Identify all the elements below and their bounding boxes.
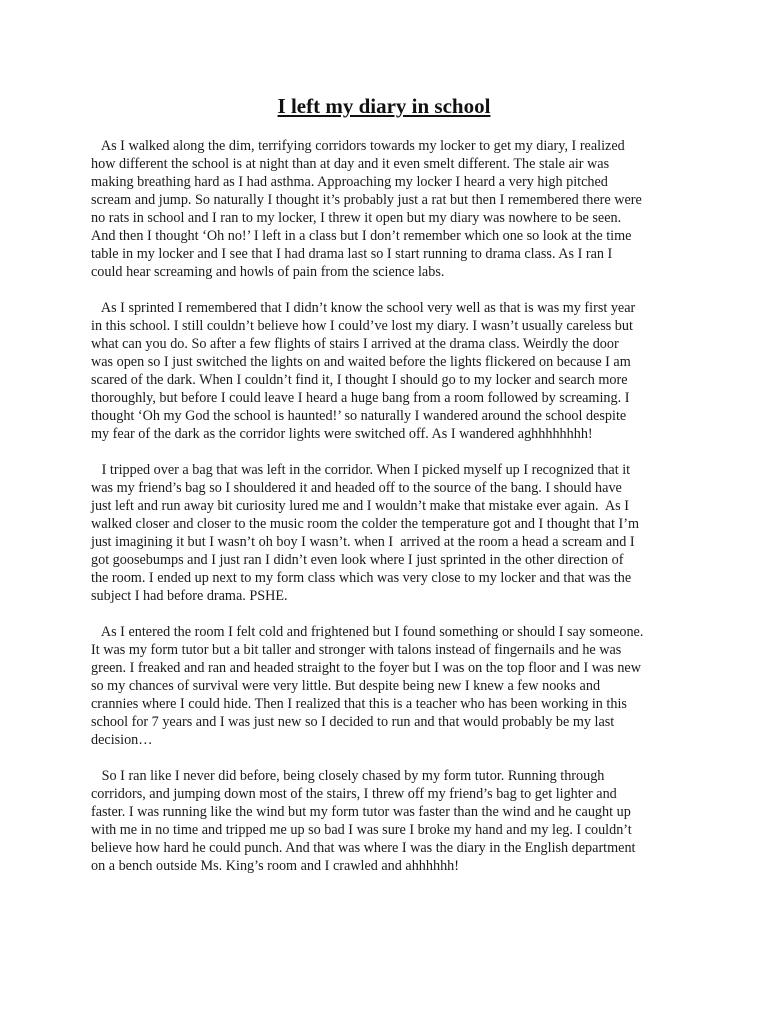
text-line: was open so I just switched the lights on and waited before the lights flickered on because I am [91,354,631,370]
text-line: I tripped over a bag that was left in the corridor. When I picked myself up I recognized that it [91,462,631,478]
text-line: crannies where I could hide. Then I realized that this is a teacher who has been working in this [91,696,627,712]
text-line: It was my form tutor but a bit taller and stronger with talons instead of fingernails and he was [91,642,622,658]
document-title [0,94,768,118]
text-line: what can you do. So after a few flights of stairs I arrived at the drama class. Weirdly the door [91,336,619,352]
text-line: As I sprinted I remembered that I didn’t know the school very well as that is was my first year [91,300,636,316]
text-line: my fear of the dark as the corridor lights were switched off. As I wandered aghhhhhhhh! [91,426,593,442]
document-body [91,137,681,893]
text-line: no rats in school and I ran to my locker, I threw it open but my diary was nowhere to be seen. [91,210,622,226]
text-line: so my chances of survival were very little. But despite being new I knew a few nooks and [91,678,601,694]
text-line: just left and run away bit curiosity lured me and I wouldn’t make that mistake ever again. As I [91,498,629,514]
text-line: green. I freaked and ran and headed straight to the foyer but I was on the top floor and I was new [91,660,641,676]
text-line: with me in no time and tripped me up so bad I was sure I broke my hand and my leg. I couldn’t [91,822,632,838]
text-line: believe how hard he could punch. And that was where I was the diary in the English department [91,840,636,856]
text-line: So I ran like I never did before, being closely chased by my form tutor. Running through [91,768,605,784]
text-line: table in my locker and I see that I had drama last so I start running to drama class. As I ran I [91,246,613,262]
paragraph-3 [91,461,681,605]
text-line: scream and jump. So naturally I thought it’s probably just a rat but then I remembered there were [91,192,642,208]
paragraph-2 [91,299,681,443]
paragraph-4 [91,623,681,749]
text-line: making breathing hard as I had asthma. Approaching my locker I heard a very high pitched [91,174,608,190]
text-line: was my friend’s bag so I shouldered it and headed off to the source of the bang. I should have [91,480,622,496]
text-line: scared of the dark. When I couldn’t find it, I thought I should go to my locker and search more [91,372,628,388]
text-line: school for 7 years and I was just new so I decided to run and that would probably be my last [91,714,615,730]
text-line: decision… [91,732,153,748]
paragraph-1 [91,137,681,281]
text-line: faster. I was running like the wind but my form tutor was faster than the wind and he caught up [91,804,631,820]
text-line: As I entered the room I felt cold and frightened but I found something or should I say someone. [91,624,644,640]
text-line: thoroughly, but before I could leave I heard a huge bang from a room followed by screaming. I [91,390,630,406]
text-line: thought ‘Oh my God the school is haunted!’ so naturally I wandered around the school despite [91,408,627,424]
text-line: got goosebumps and I just ran I didn’t even look where I just sprinted in the other direction of [91,552,624,568]
text-line: on a bench outside Ms. King’s room and I crawled and ahhhhhh! [91,858,460,874]
text-line: walked closer and closer to the music room the colder the temperature got and I thought that I’m [91,516,640,532]
text-line: As I walked along the dim, terrifying corridors towards my locker to get my diary, I realized [91,138,625,154]
text-line: subject I had before drama. PSHE. [91,588,288,604]
paragraph-5 [91,767,681,875]
text-line: just imagining it but I wasn’t oh boy I wasn’t. when I arrived at the room a head a scream and I [91,534,635,550]
text-line: how different the school is at night than at day and it even smelt different. The stale air was [91,156,610,172]
text-line: in this school. I still couldn’t believe how I could’ve lost my diary. I wasn’t usually careless but [91,318,633,334]
text-line: And then I thought ‘Oh no!’ I left in a class but I don’t remember which one so look at the time [91,228,632,244]
document-title-text: I left my diary in school [277,94,491,118]
text-line: could hear screaming and howls of pain from the science labs. [91,264,445,280]
text-line: the room. I ended up next to my form class which was very close to my locker and that was the [91,570,632,586]
text-line: corridors, and jumping down most of the stairs, I threw off my friend’s bag to get lighter and [91,786,617,802]
